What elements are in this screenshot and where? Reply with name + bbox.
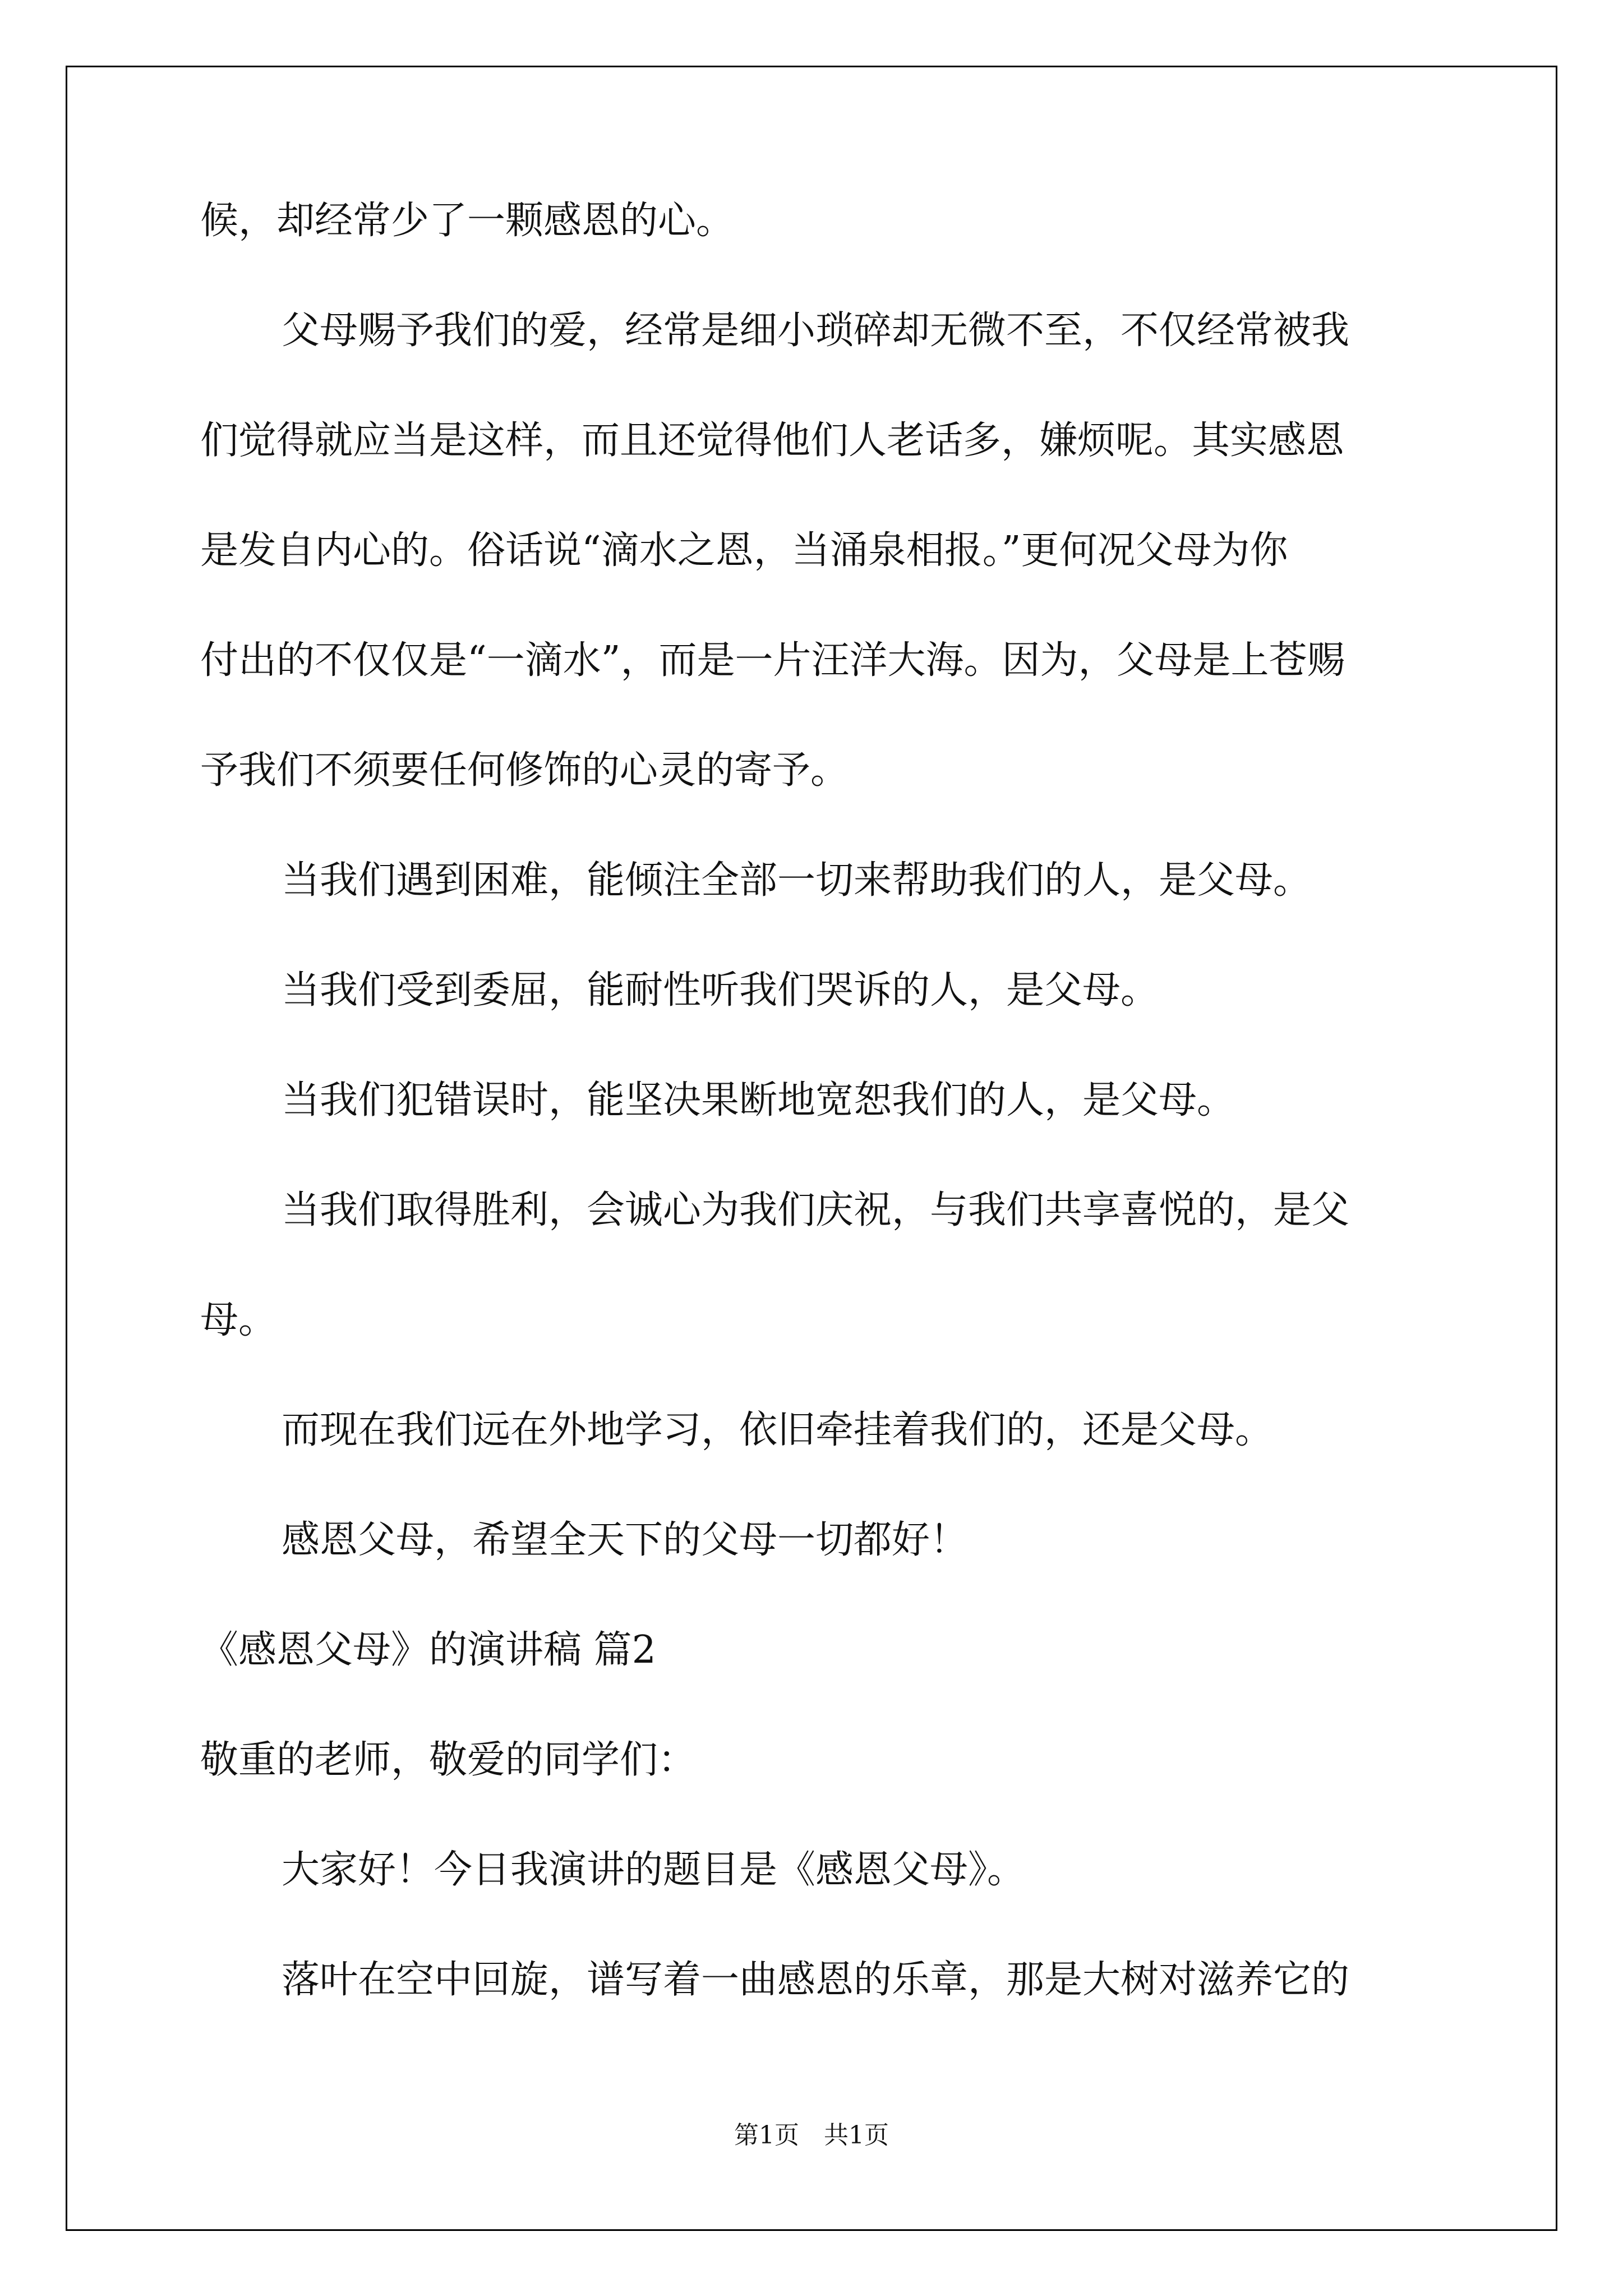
text-line: 而现在我们远在外地学习，依旧牵挂着我们的，还是父母。: [282, 1408, 1274, 1452]
text-line: 们觉得就应当是这样，而且还觉得他们人老话多，嫌烦呢。其实感恩: [200, 418, 1345, 463]
text-line: 当我们受到委屈，能耐性听我们哭诉的人，是父母。: [282, 968, 1159, 1013]
text-line: 是发自内心的。俗话说“滴水之恩，当涌泉相报。”更何况父母为你: [200, 528, 1288, 573]
text-line: 当我们取得胜利，会诚心为我们庆祝，与我们共享喜悦的，是父: [282, 1188, 1350, 1232]
text-line: 候，却经常少了一颗感恩的心。: [200, 199, 735, 243]
text-line: 当我们遇到困难，能倾注全部一切来帮助我们的人，是父母。: [282, 858, 1312, 903]
section-heading: 《感恩父母》的演讲稿 篇2: [200, 1628, 656, 1672]
text-line: 感恩父母，希望全天下的父母一切都好！: [282, 1518, 969, 1562]
text-line: 母。: [200, 1298, 277, 1342]
page-footer: [0, 2115, 1623, 2151]
text-line: 付出的不仅仅是“一滴水”，而是一片汪洋大海。因为，父母是上苍赐: [200, 638, 1345, 683]
text-line: 予我们不须要任何修饰的心灵的寄予。: [200, 748, 849, 793]
text-line: 落叶在空中回旋，谱写着一曲感恩的乐章，那是大树对滋养它的: [282, 1958, 1350, 2002]
salutation: 敬重的老师，敬爱的同学们：: [200, 1738, 697, 1782]
text-line: 当我们犯错误时，能坚决果断地宽恕我们的人，是父母。: [282, 1078, 1235, 1122]
page-border: [66, 66, 1557, 2231]
text-line: 父母赐予我们的爱，经常是细小琐碎却无微不至，不仅经常被我: [282, 309, 1350, 353]
text-line: 大家好！今日我演讲的题目是《感恩父母》。: [282, 1848, 1026, 1892]
page-number-label: 第1页 共1页: [734, 2121, 889, 2150]
